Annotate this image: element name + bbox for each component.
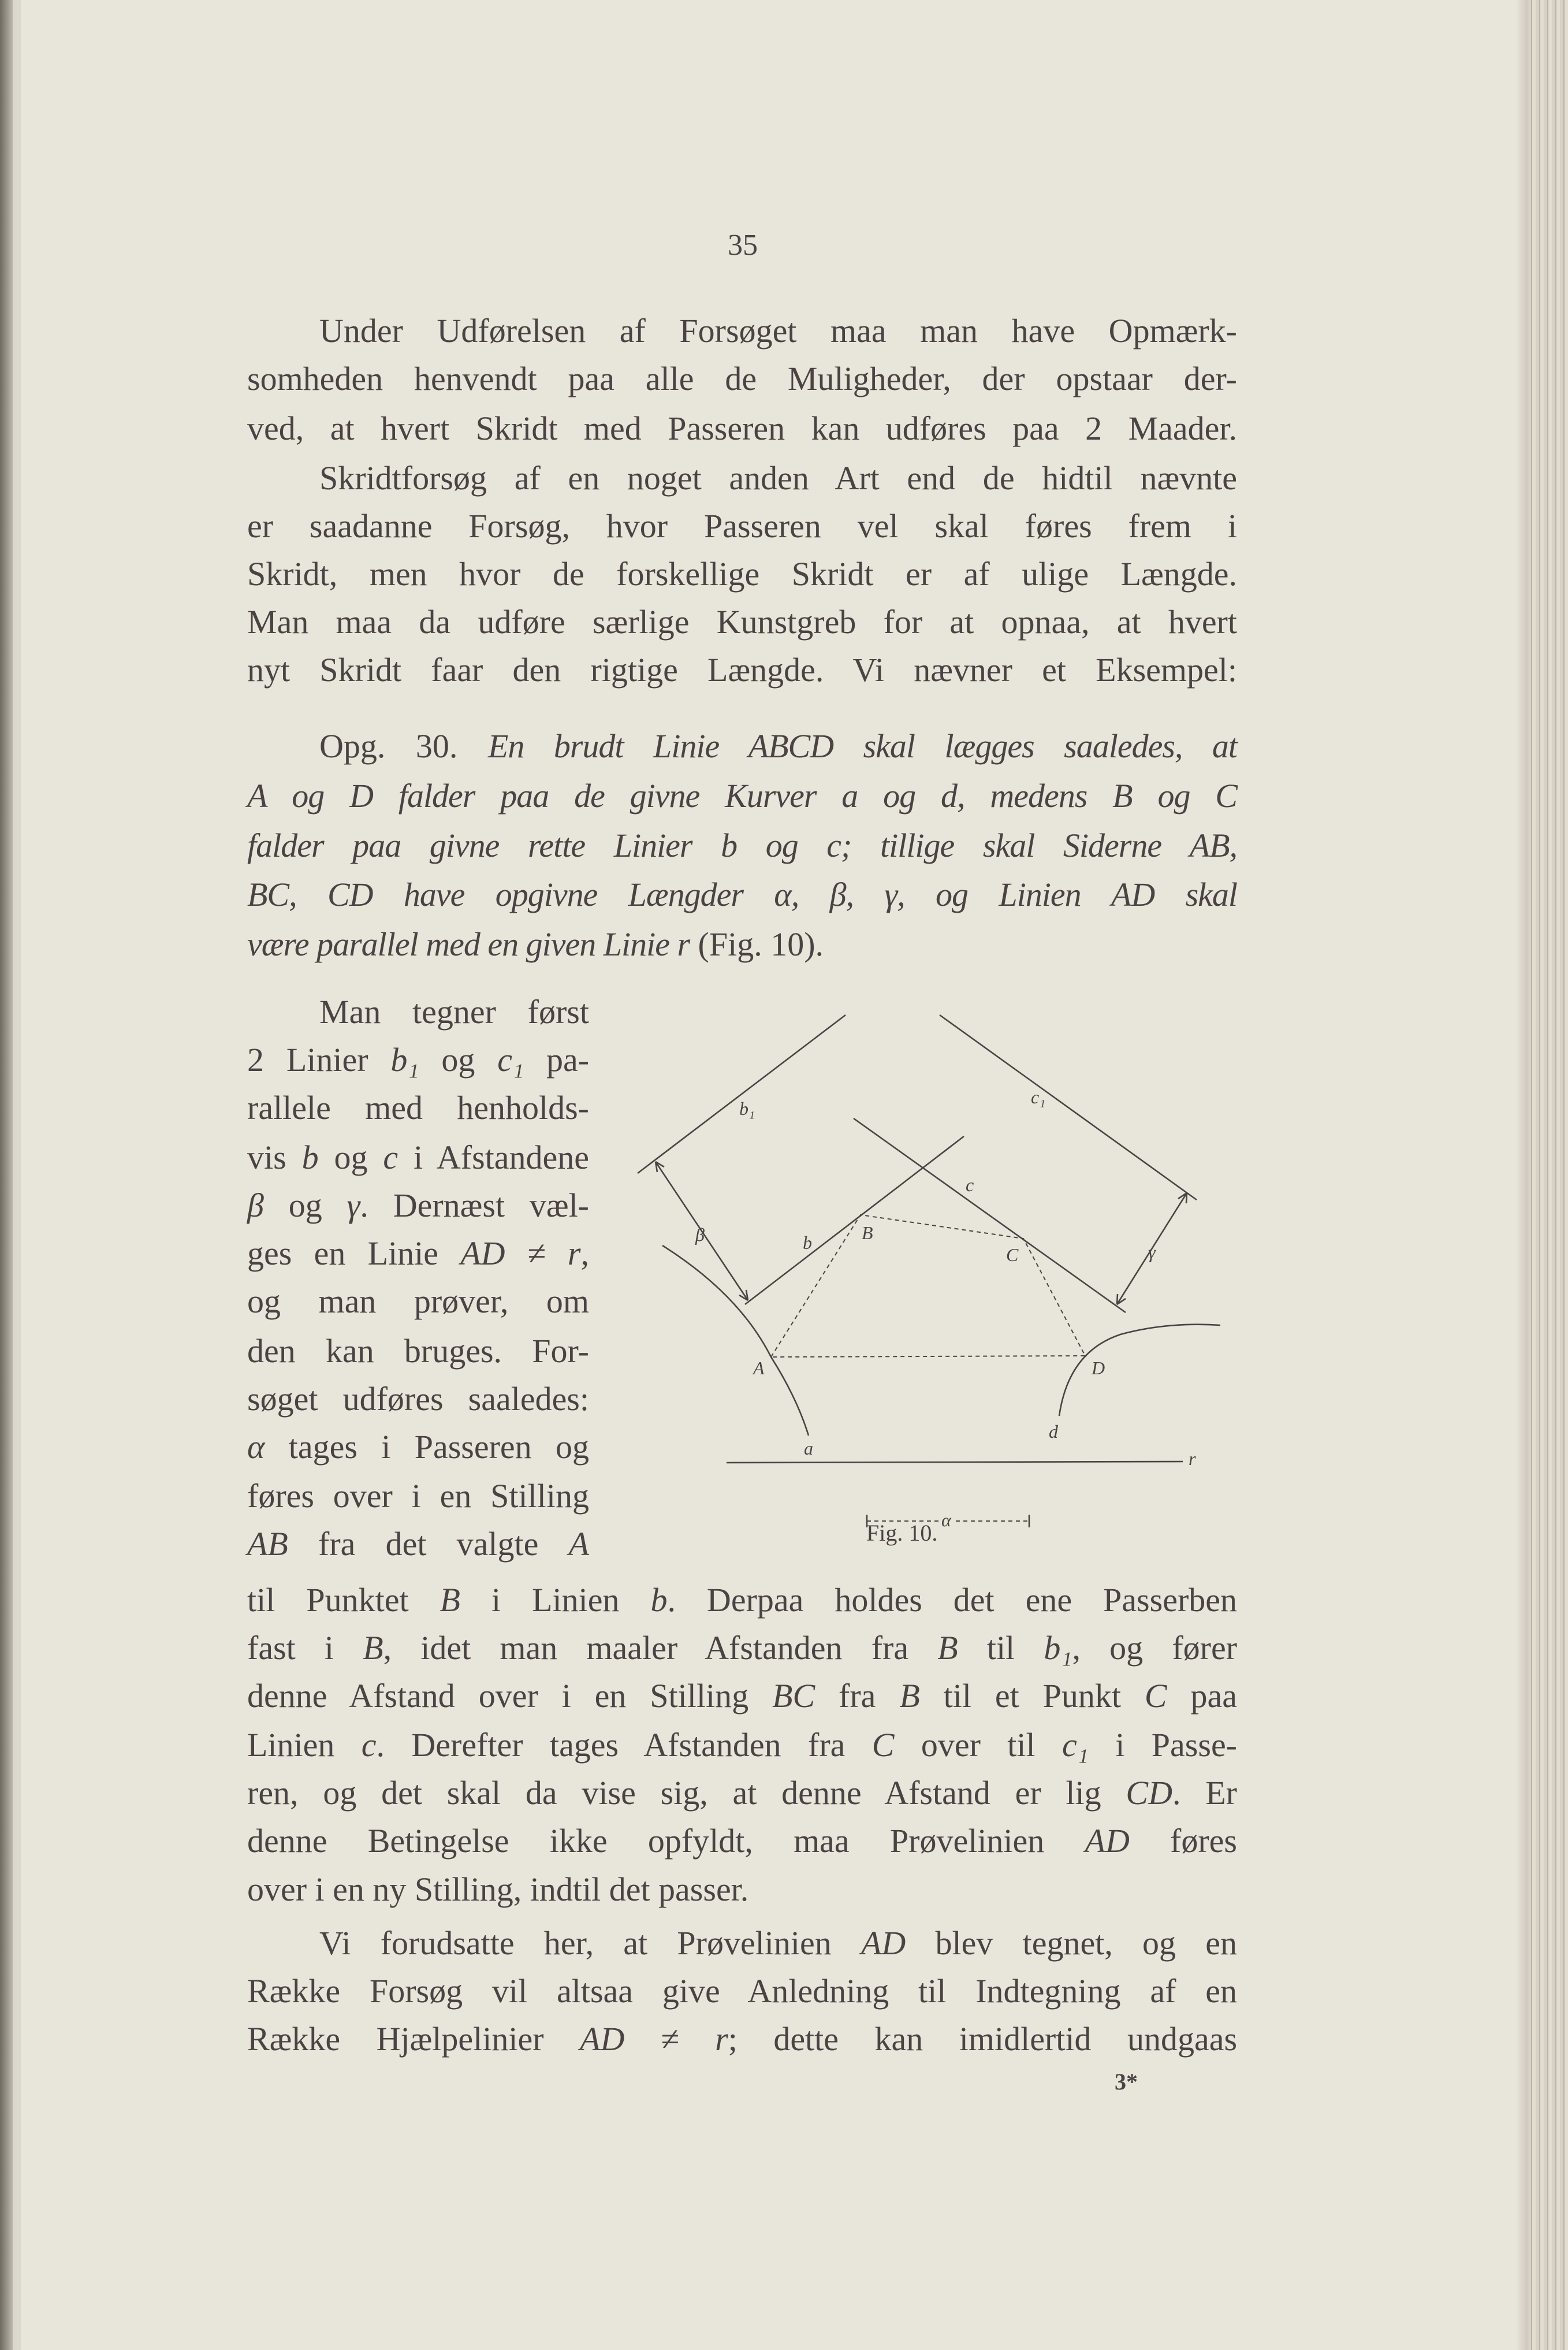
text-segment: , (580, 1234, 589, 1272)
text-segment: i Passe- (1088, 1726, 1237, 1764)
text-segment: og man prøver, om (247, 1282, 589, 1320)
text-segment: over i en ny Stilling, indtil det passer. (247, 1870, 749, 1908)
text-segment: føres (1129, 1822, 1238, 1860)
italic-text: falder paa givne rette Linier b og c; tillige skal Siderne AB, (247, 826, 1237, 864)
label-alpha: α (941, 1509, 951, 1530)
text-segment: rallele med henholds- (247, 1089, 589, 1127)
text-line (247, 1721, 1237, 1769)
text-segment: til et Punkt (919, 1676, 1145, 1715)
label-c1: c₁ (1031, 1087, 1046, 1107)
italic-text: være parallel med en given Linie r (247, 925, 690, 964)
text-segment: (Fig. 10). (690, 925, 824, 964)
italic-text: b (301, 1138, 319, 1176)
text-line (247, 1229, 589, 1278)
broken-line-ABCD (771, 1215, 1085, 1357)
text-line (247, 821, 1237, 870)
text-line (319, 722, 1237, 771)
text-segment: til Punktet (247, 1581, 440, 1619)
text-segment: , og fører (1072, 1628, 1238, 1667)
text-segment: Man maa da udføre særlige Kunstgreb for at opnaa, at hvert (247, 603, 1237, 641)
label-b: b (803, 1232, 812, 1253)
text-segment: denne Afstand over i en Stilling (247, 1676, 773, 1715)
text-line (247, 1375, 589, 1423)
text-line (247, 1769, 1237, 1817)
page-shadow (1516, 0, 1528, 2350)
text-segment: pa- (524, 1040, 590, 1079)
book-spine-edge (0, 0, 13, 2350)
label-c: c (966, 1174, 974, 1195)
text-segment: Linien (247, 1726, 362, 1764)
figure-10-diagram (624, 982, 1247, 1571)
page-stack-edge (1528, 0, 1568, 2350)
italic-text: AD ≠ r (580, 2020, 728, 2058)
text-segment: paa (1167, 1676, 1237, 1715)
text-segment: ren, og det skal da vise sig, at denne Afstand er lig (247, 1774, 1126, 1812)
label-D: D (1092, 1358, 1105, 1378)
text-segment: fra det valgte (288, 1525, 569, 1563)
text-segment: ges en Linie (247, 1234, 461, 1272)
label-B: B (862, 1222, 873, 1243)
text-line (247, 646, 1237, 694)
italic-text: α (247, 1427, 265, 1466)
text-segment: nyt Skridt faar den rigtige Længde. Vi nævner et Eksempel: (247, 651, 1237, 689)
text-line (247, 550, 1237, 598)
text-line (247, 1865, 1237, 1914)
text-segment: den kan bruges. For- (247, 1332, 589, 1370)
italic-text: b₁ (1044, 1628, 1072, 1667)
italic-text: B (440, 1581, 460, 1619)
text-line (247, 1084, 589, 1132)
text-line (247, 1133, 589, 1182)
text-line (247, 1036, 589, 1084)
italic-text: B (937, 1628, 958, 1667)
text-segment: ved, at hvert Skridt med Passeren kan udføres paa 2 Maader. (247, 410, 1237, 448)
text-segment: føres over i en Stilling (247, 1477, 589, 1515)
italic-text: AD (1085, 1822, 1130, 1860)
text-segment: 2 Linier (247, 1040, 391, 1079)
text-line (247, 1472, 589, 1520)
label-r: r (1189, 1448, 1196, 1469)
italic-text: c₁ (497, 1040, 524, 1079)
text-segment: er saadanne Forsøg, hvor Passeren vel skal føres frem i (247, 507, 1237, 545)
label-A: A (753, 1358, 765, 1378)
text-segment: ; dette kan imidlertid undgaas (728, 2020, 1238, 2058)
curve-a (662, 1245, 809, 1436)
line-c1 (940, 1015, 1197, 1200)
text-segment: over til (894, 1726, 1063, 1764)
italic-text: A (568, 1525, 589, 1563)
text-line (247, 404, 1237, 453)
label-C: C (1006, 1244, 1019, 1265)
text-segment: somheden henvendt paa alle de Muligheder, der opstaar der- (247, 360, 1237, 398)
curve-d (1059, 1325, 1220, 1416)
italic-text: b (650, 1581, 668, 1619)
italic-text: b₁ (390, 1040, 419, 1079)
text-segment: . Derpaa holdes det ene Passerben (667, 1581, 1238, 1619)
italic-text: A og D falder paa de givne Kurver a og d, medens B og C (247, 777, 1237, 815)
line-c (854, 1118, 1126, 1312)
text-line (247, 502, 1237, 551)
text-segment: Man tegner først (319, 992, 589, 1031)
text-line (247, 1967, 1237, 2016)
text-line (319, 454, 1237, 503)
label-gamma: γ (1148, 1241, 1156, 1262)
italic-text: AB (247, 1525, 288, 1563)
text-line (247, 772, 1237, 820)
italic-text: γ (347, 1186, 360, 1224)
text-segment: Under Udførelsen af Forsøget maa man have Opmærk- (319, 312, 1237, 350)
text-segment: . Dernæst væl- (360, 1186, 589, 1224)
text-segment: blev tegnet, og en (906, 1924, 1237, 1962)
text-line (319, 988, 589, 1036)
italic-text: En brudt Linie ABCD skal lægges saaledes, at (487, 727, 1238, 765)
label-a: a (804, 1438, 813, 1459)
italic-text: c (361, 1726, 377, 1764)
italic-text: B (363, 1628, 383, 1667)
text-line (319, 1919, 1237, 1968)
italic-text: BC (772, 1676, 815, 1715)
text-segment: til (958, 1628, 1044, 1667)
text-segment: fast i (247, 1628, 363, 1667)
text-segment: Række Forsøg vil altsaa give Anledning til Indtegning af en (247, 1972, 1237, 2010)
text-segment: denne Betingelse ikke opfyldt, maa Prøvelinien (247, 1822, 1085, 1860)
text-segment: vis (247, 1138, 302, 1176)
page-number: 35 (728, 229, 758, 262)
italic-text: β (247, 1186, 264, 1224)
figure-caption: Fig. 10. (866, 1520, 938, 1546)
italic-text: AD ≠ r (460, 1234, 581, 1272)
italic-text: CD (1126, 1774, 1172, 1812)
text-line (247, 355, 1237, 403)
text-segment: og (419, 1040, 498, 1079)
text-line (247, 1181, 589, 1230)
italic-text: BC, CD have opgivne Længder α, β, γ, og Linien AD skal (247, 876, 1237, 914)
text-line (247, 1576, 1237, 1624)
text-segment: Skridtforsøg af en noget anden Art end de hidtil nævnte (319, 459, 1237, 497)
page-margin-strip (13, 0, 21, 2350)
text-line (247, 1817, 1237, 1865)
text-line (247, 1423, 589, 1471)
text-segment: i Linien (460, 1581, 651, 1619)
text-line (247, 1327, 589, 1375)
text-segment: Skridt, men hvor de forskellige Skridt er af ulige Længde. (247, 555, 1237, 593)
label-b1: b₁ (739, 1098, 755, 1119)
text-line (247, 1277, 589, 1326)
text-segment: tages i Passeren og (265, 1427, 589, 1466)
label-d: d (1049, 1421, 1058, 1442)
italic-text: c₁ (1062, 1726, 1089, 1764)
text-line (247, 1520, 589, 1568)
text-segment: , idet man maaler Afstanden fra (383, 1628, 938, 1667)
text-segment: . Derefter tages Afstanden fra (376, 1726, 872, 1764)
label-beta: β (695, 1224, 705, 1245)
text-line (247, 920, 1237, 969)
signature-mark: 3* (1115, 2069, 1138, 2095)
text-segment: Opg. 30. (319, 727, 488, 765)
line-b (745, 1136, 964, 1304)
text-segment: søget udføres saaledes: (247, 1379, 589, 1418)
line-r (727, 1462, 1183, 1463)
text-line (247, 598, 1237, 646)
text-line (247, 1672, 1237, 1720)
italic-text: B (899, 1676, 920, 1715)
italic-text: C (1144, 1676, 1167, 1715)
text-line (247, 1624, 1237, 1672)
text-line (319, 307, 1237, 355)
text-segment: og (318, 1138, 383, 1176)
italic-text: c (383, 1138, 398, 1176)
text-segment: og (263, 1186, 347, 1224)
italic-text: AD (861, 1924, 906, 1962)
italic-text: C (871, 1726, 895, 1764)
line-b1 (638, 1015, 846, 1173)
text-segment: Vi forudsatte her, at Prøvelinien (319, 1924, 861, 1962)
text-line (247, 871, 1237, 919)
text-segment: i Afstandene (398, 1138, 589, 1176)
text-segment: . Er (1172, 1774, 1237, 1812)
text-segment: Række Hjælpelinier (247, 2020, 580, 2058)
text-segment: fra (815, 1676, 900, 1715)
text-line (247, 2015, 1237, 2063)
